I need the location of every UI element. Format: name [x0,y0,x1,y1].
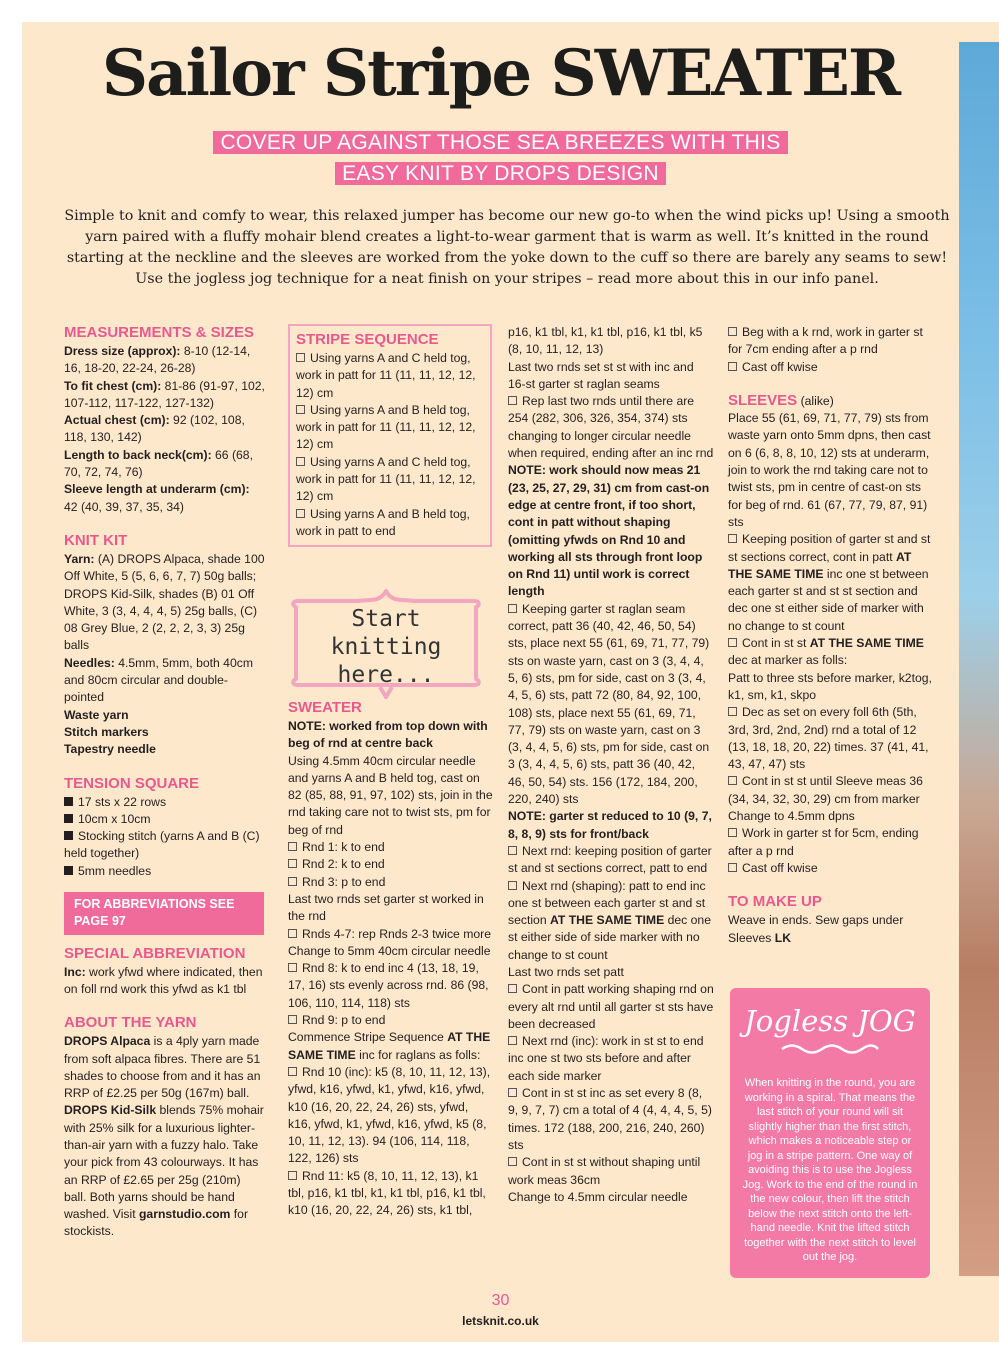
sweater-section [288,699,494,1220]
bullet-square-icon [64,866,73,875]
round-step: Rnd 3: p to end [288,874,494,891]
needles-item: Needles: 4.5mm, 5mm, both 40cm and 80cm circular and double-pointed [64,655,253,705]
checkbox-icon [508,604,517,613]
start-knitting-badge [288,587,484,699]
sweater-text: Change to 5mm 40cm circular needle [288,943,491,958]
start-knitting-text: Start knitting here... [330,606,442,688]
column-3: p16, k1 tbl, k1, k1 tbl, p16, k1 tbl, k5 (8, 10, 11, 12, 13) Last two rnds set st st with inc and 16-st garter st raglan seams Rep last two rnds until there are 254 (282, 306, 326, 354, 374) sts changing to longer circular needle when required, ending after an inc rnd NOTE: work should now meas 21 (23, 25, 27, 29, 31) cm from cast-on edge at centre front, if too short, cont in patt without shaping (omitting yfwds on Rnd 10 and working all sts through front loop on Rnd 11) until work is correct length Keeping garter st raglan seam correct, patt 36 (40, 42, 46, 50, 54) sts, place next 55 (61, 69, 71, 77, 79) sts on waste yarn, cast on 3 (3, 4, 4, 5, 6) sts, pm for side, cast on 3 (3, 4, 4, 5, 6) sts, patt 72 (80, 84, 92, 100, 108) sts, place next 55 (61, 69, 71, 77, 79) sts on waste yarn, cast on 3 (3, 4, 4, 5, 6) sts, pm for side, cast on 3 (3, 4, 4, 5, 6) sts, patt 36 (40, 42, 46, 50, 54) sts. 156 (172, 184, 200, 220, 240) sts NOTE: garter st reduced to 10 (9, 7, 8, 8, 9) sts for front/back Next rnd: keeping position of garter st and st sections correct, patt to end Next rnd (shaping): patt to end inc one st between each garter st and st section AT THE SAME TIME dec one st either side of side marker with no change to st count Last two rnds set patt Cont in patt working shaping rnd on every alt rnd until all garter st sts have been decreased Next rnd (inc): work in st st to end inc one st two sts before and after each side marker Cont in st st inc as set every 8 (8, 9, 9, 7, 7) cm a total of 4 (4, 4, 4, 5, 5) times. 172 (188, 200, 216, 240, 260) sts Cont in st st without shaping until work meas 36cm Change to 4.5mm circular needle [508,325,714,1204]
bullet-square-icon [64,814,73,823]
subtitle-banner [22,128,979,190]
round-step: Rnd 2: k to end [288,856,494,873]
step: Cont in st st until Sleeve meas 36 (34, 34, 32, 30, 29) cm from marker [728,774,923,806]
round-step: Rnd 9: p to end [288,1012,494,1029]
checkbox-icon [288,842,297,851]
jogless-jog-panel [730,988,930,1278]
squiggle-icon [780,1042,880,1056]
step: Cont in st st without shaping until work meas 36cm [508,1155,701,1187]
measurements-heading: MEASUREMENTS & SIZES [64,324,255,341]
checkbox-icon [288,1171,297,1180]
step: Next rnd (shaping): patt to end inc one st between each garter st and st section AT THE SAME TIME dec one st either side of side marker with no change to st count [508,878,711,962]
jog-title: Jogless JOG [744,1004,916,1038]
kit-extra: Tapestry needle [64,742,156,757]
step: Work in garter st for 5cm, ending after a p rnd [728,826,919,858]
measurement-item: Dress size (approx): 8-10 (12-14, 16, 18-20, 22-24, 26-28) [64,344,251,376]
step: Next rnd: keeping position of garter st and st sections correct, patt to end [508,843,712,876]
stripe-step: Using yarns A and B held tog, work in patt to end [296,506,470,538]
checkbox-icon [728,863,737,872]
checkbox-icon [296,457,305,466]
checkbox-icon [508,881,517,890]
checkbox-icon [728,776,737,785]
round-step: Rnd 8: k to end inc 4 (13, 18, 19, 17, 16) sts evenly across rnd. 86 (98, 106, 110, 114, 118) sts [288,961,489,1010]
intro-paragraph: Simple to knit and comfy to wear, this relaxed jumper has become our new go-to when the wind picks up! Using a smooth yarn paired with a fluffy mohair blend creates a light-to-wear garment that is warm as well. It’s knitted in the round starting at the neckline and the sleeves are worked from the yoke down to the cuff so there are barely any seams to sew! Use the jogless jog technique for a neat finish on your stripes – read more about this in our info panel. [64,208,950,287]
sweater-text: Commence Stripe Sequence AT THE SAME TIME inc for raglans as folls: [288,1030,491,1062]
kit-extra: Waste yarn [64,707,129,722]
sleeves-heading: SLEEVES (alike) [728,391,834,409]
checkbox-icon [508,984,517,993]
magazine-page [22,22,999,1342]
measurement-item: To fit chest (cm): 81-86 (91-97, 102, 107-112, 117-122, 127-132) [64,378,265,410]
column-4: Beg with a k rnd, work in garter st for 7cm ending after a p rnd Cast off kwise SLEEVES (alike) Place 55 (61, 69, 71, 77, 79) sts from waste yarn onto 5mm dpns, then cast on 6 (6, 8, 8, 10, 12) sts at underarm, join to work the rnd taking care not to twist sts, pm in centre of cast-on sts for beg of rnd. 61 (67, 77, 79, 87, 91) sts Keeping position of garter st and st st sections correct, cont in patt AT THE SAME TIME inc one st between each garter st and st st section and dec one st either side of marker with no change to st count Cont in st st AT THE SAME TIME dec at marker as folls: Patt to three sts before marker, k2tog, k1, sm, k1, skpo Dec as set on every foll 6th (5th, 3rd, 3rd, 2nd, 2nd) rnd a total of 12 (13, 18, 18, 20, 22) times. 37 (41, 41, 43, 47, 47) sts Cont in st st until Sleeve meas 36 (34, 34, 32, 30, 29) cm from marker Change to 4.5mm dpns Work in garter st for 5cm, ending after a p rnd Cast off kwise TO MAKE UP Weave in ends. Sew gaps under Sleeves LK [728,324,938,947]
round-step: Rnd 11: k5 (8, 10, 11, 12, 13), k1 tbl, p16, k1 tbl, k1, k1 tbl, p16, k1 tbl, k10 (16, 20, 22, 24, 26) sts, k1 tbl, [288,1168,486,1218]
special-abbrev-heading: SPECIAL ABBREVIATION [64,944,246,962]
step: Next rnd (inc): work in st st to end inc one st two sts before and after each side marker [508,1034,704,1083]
round-step: Rnds 4-7: rep Rnds 2-3 twice more [288,926,494,943]
step: Keeping position of garter st and st st sections correct, cont in patt AT THE SAME TIME inc one st between each garter st and st st section and dec one st either side of marker with no change to st count [728,532,931,633]
checkbox-icon [728,534,737,543]
sweater-photo [959,42,999,1276]
checkbox-icon [508,1157,517,1166]
special-abbrev-text: Inc: work yfwd where indicated, then on foll rnd work this yfwd as k1 tbl [64,964,263,996]
checkbox-icon [728,828,737,837]
sweater-text: Last two rnds set garter st worked in the rnd [288,891,484,924]
bullet-square-icon [64,831,73,840]
checkbox-icon [728,707,737,716]
round-step: Rnd 10 (inc): k5 (8, 10, 11, 12, 13), yfwd, k16, yfwd, k1, yfwd, k16, yfwd, k10 (16, 20, 22, 24, 26) sts, yfwd, k16, yfwd, k1, yfwd, k16, yfwd, k5 (8, 10, 11, 12, 13). 94 (106, 114, 118, 122, 126) sts [288,1064,491,1166]
subtitle-line-2: EASY KNIT BY DROPS DESIGN [335,162,666,185]
subtitle-line-1: COVER UP AGAINST THOSE SEA BREEZES WITH THIS [213,131,787,154]
garnstudio-link[interactable]: garnstudio.com [138,1207,231,1222]
measurement-item: Actual chest (cm): 92 (102, 108, 118, 130, 142) [64,413,245,445]
step: Cont in st st AT THE SAME TIME dec at marker as folls: [728,636,924,668]
sweater-text: Using 4.5mm 40cm circular needle and yarns A and B held tog, cast on 82 (85, 88, 91, 97, 102) sts, join in the rnd taking care not to twist sts, pm for beg of rnd [288,753,493,837]
page-number: 30 [491,1292,510,1309]
about-yarn-text: DROPS Alpaca is a 4ply yarn made from soft alpaca fibres. There are 51 shades to choose from and it has an RRP of £2.25 per 50g (167m) ball. DROPS Kid-Silk blends 75% mohair with 25% silk for a luxurious lighter-than-air yarn with a fuzzy halo. Take your pick from 43 colourways. It has an RRP of £2.65 per 25g (210m) ball. Both yarns should be hand washed. Visit garnstudio.com for stockists. [64,1034,264,1239]
checkbox-icon [508,846,517,855]
checkbox-icon [296,353,305,362]
note: NOTE: garter st reduced to 10 (9, 7, 8, 8, 9) sts for front/back [508,809,712,841]
checkbox-icon [288,1015,297,1024]
kit-extra: Stitch markers [64,724,149,739]
round-step: Rnd 1: k to end [288,839,494,856]
abbreviations-banner: FOR ABBREVIATIONS SEE PAGE 97 [64,892,264,935]
column-2 [288,324,492,547]
step: Cast off kwise [728,359,938,376]
site-url[interactable]: letsknit.co.uk [462,1314,539,1328]
checkbox-icon [728,362,737,371]
checkbox-icon [508,1036,517,1045]
note: NOTE: work should now meas 21 (23, 25, 27, 29, 31) cm from cast-on edge at centre front, if too short, cont in patt without shaping (omitting yfwds on Rnd 10 and working all sts through front loop on Rnd 11) until work is correct length [508,463,710,599]
make-up-heading: TO MAKE UP [728,893,822,911]
checkbox-icon [728,638,737,647]
measurement-item: Length to back neck(cm): 66 (68, 70, 72, 74, 76) [64,447,253,480]
measurement-item: Sleeve length at underarm (cm): 42 (40, 39, 37, 35, 34) [64,482,250,514]
make-up-text: Weave in ends. Sew gaps under Sleeves LK [728,913,904,945]
tension-item: 17 sts x 22 rows [64,794,266,811]
page-title: Sailor Stripe SWEATER [101,36,900,111]
checkbox-icon [296,509,305,518]
checkbox-icon [288,859,297,868]
step: Keeping garter st raglan seam correct, patt 36 (40, 42, 46, 50, 54) sts, place next 55 (61, 69, 71, 77, 79) sts on waste yarn, cast on 3 (3, 4, 4, 5, 6) sts, pm for side, cast on 3 (3, 4, 4, 5, 6) sts, patt 72 (80, 84, 92, 100, 108) sts, place next 55 (61, 69, 71, 77, 79) sts on waste yarn, cast on 3 (3, 4, 4, 5, 6) sts, pm for side, cast on 3 (3, 4, 4, 5, 6) sts, patt 36 (40, 42, 46, 50, 54) sts. 156 (172, 184, 200, 220, 240) sts [508,601,710,807]
jog-text: When knitting in the round, you are working in a spiral. That means the last stitch of your round will sit slightly higher than the first stitch, which makes a noticeable step or jog in a stripe pattern. One way of avoiding this is to use the Jogless Jog. Work to the end of the round in the new colour, then lift the stitch below the next stitch onto the left-hand needle. Knit the lifted stitch together with the next stitch to level out the jog. [742,1077,918,1263]
step: Beg with a k rnd, work in garter st for 7cm ending after a p rnd [728,325,923,357]
sweater-heading: SWEATER [288,699,362,716]
tension-item: Stocking stitch (yarns A and B (C) held together) [64,829,260,861]
checkbox-icon [508,396,517,405]
tension-heading: TENSION SQUARE [64,774,200,792]
checkbox-icon [288,963,297,972]
stripe-sequence-box [288,324,492,547]
knit-kit-heading: KNIT KIT [64,531,128,549]
checkbox-icon [508,1088,517,1097]
tension-item: 10cm x 10cm [64,811,266,828]
checkbox-icon [288,877,297,886]
bullet-square-icon [64,797,73,806]
checkbox-icon [296,405,305,414]
stripe-heading: STRIPE SEQUENCE [296,331,439,348]
sweater-note: NOTE: worked from top down with beg of rnd at centre back [288,719,488,751]
stripe-step: Using yarns A and C held tog, work in patt for 11 (11, 11, 12, 12, 12) cm [296,351,476,400]
stripe-step: Using yarns A and B held tog, work in patt for 11 (11, 11, 12, 12, 12) cm [296,402,476,452]
checkbox-icon [728,327,737,336]
yarn-item: Yarn: (A) DROPS Alpaca, shade 100 Off White, 5 (5, 6, 6, 7, 7) 50g balls; DROPS Kid-Silk, shades (B) 01 Off White, 3 (3, 4, 4, 4, 5) 25g balls, (C) 08 Grey Blue, 2 (2, 2, 2, 3, 3) 25g balls [64,551,265,653]
step: Cont in patt working shaping rnd on every alt rnd until all garter st sts have been decreased [508,982,714,1031]
column-1 [64,324,266,1241]
step: Rep last two rnds until there are 254 (282, 306, 326, 354, 374) sts changing to longer circular needle when required, ending after an inc rnd [508,394,714,461]
about-yarn-heading: ABOUT THE YARN [64,1014,197,1032]
step: Cast off kwise [728,860,938,877]
checkbox-icon [288,929,297,938]
step: Cont in st st inc as set every 8 (8, 9, 9, 7, 7) cm a total of 4 (4, 4, 4, 5, 5) times. 172 (188, 200, 216, 240, 260) sts [508,1086,712,1152]
checkbox-icon [288,1067,297,1076]
step: Dec as set on every foll 6th (5th, 3rd, 3rd, 2nd, 2nd) rnd a total of 12 (13, 18, 18, 20, 22) times. 37 (41, 41, 43, 47, 47) sts [728,705,929,772]
stripe-step: Using yarns A and C held tog, work in patt for 11 (11, 11, 12, 12, 12) cm [296,454,476,504]
tension-item: 5mm needles [64,863,266,880]
